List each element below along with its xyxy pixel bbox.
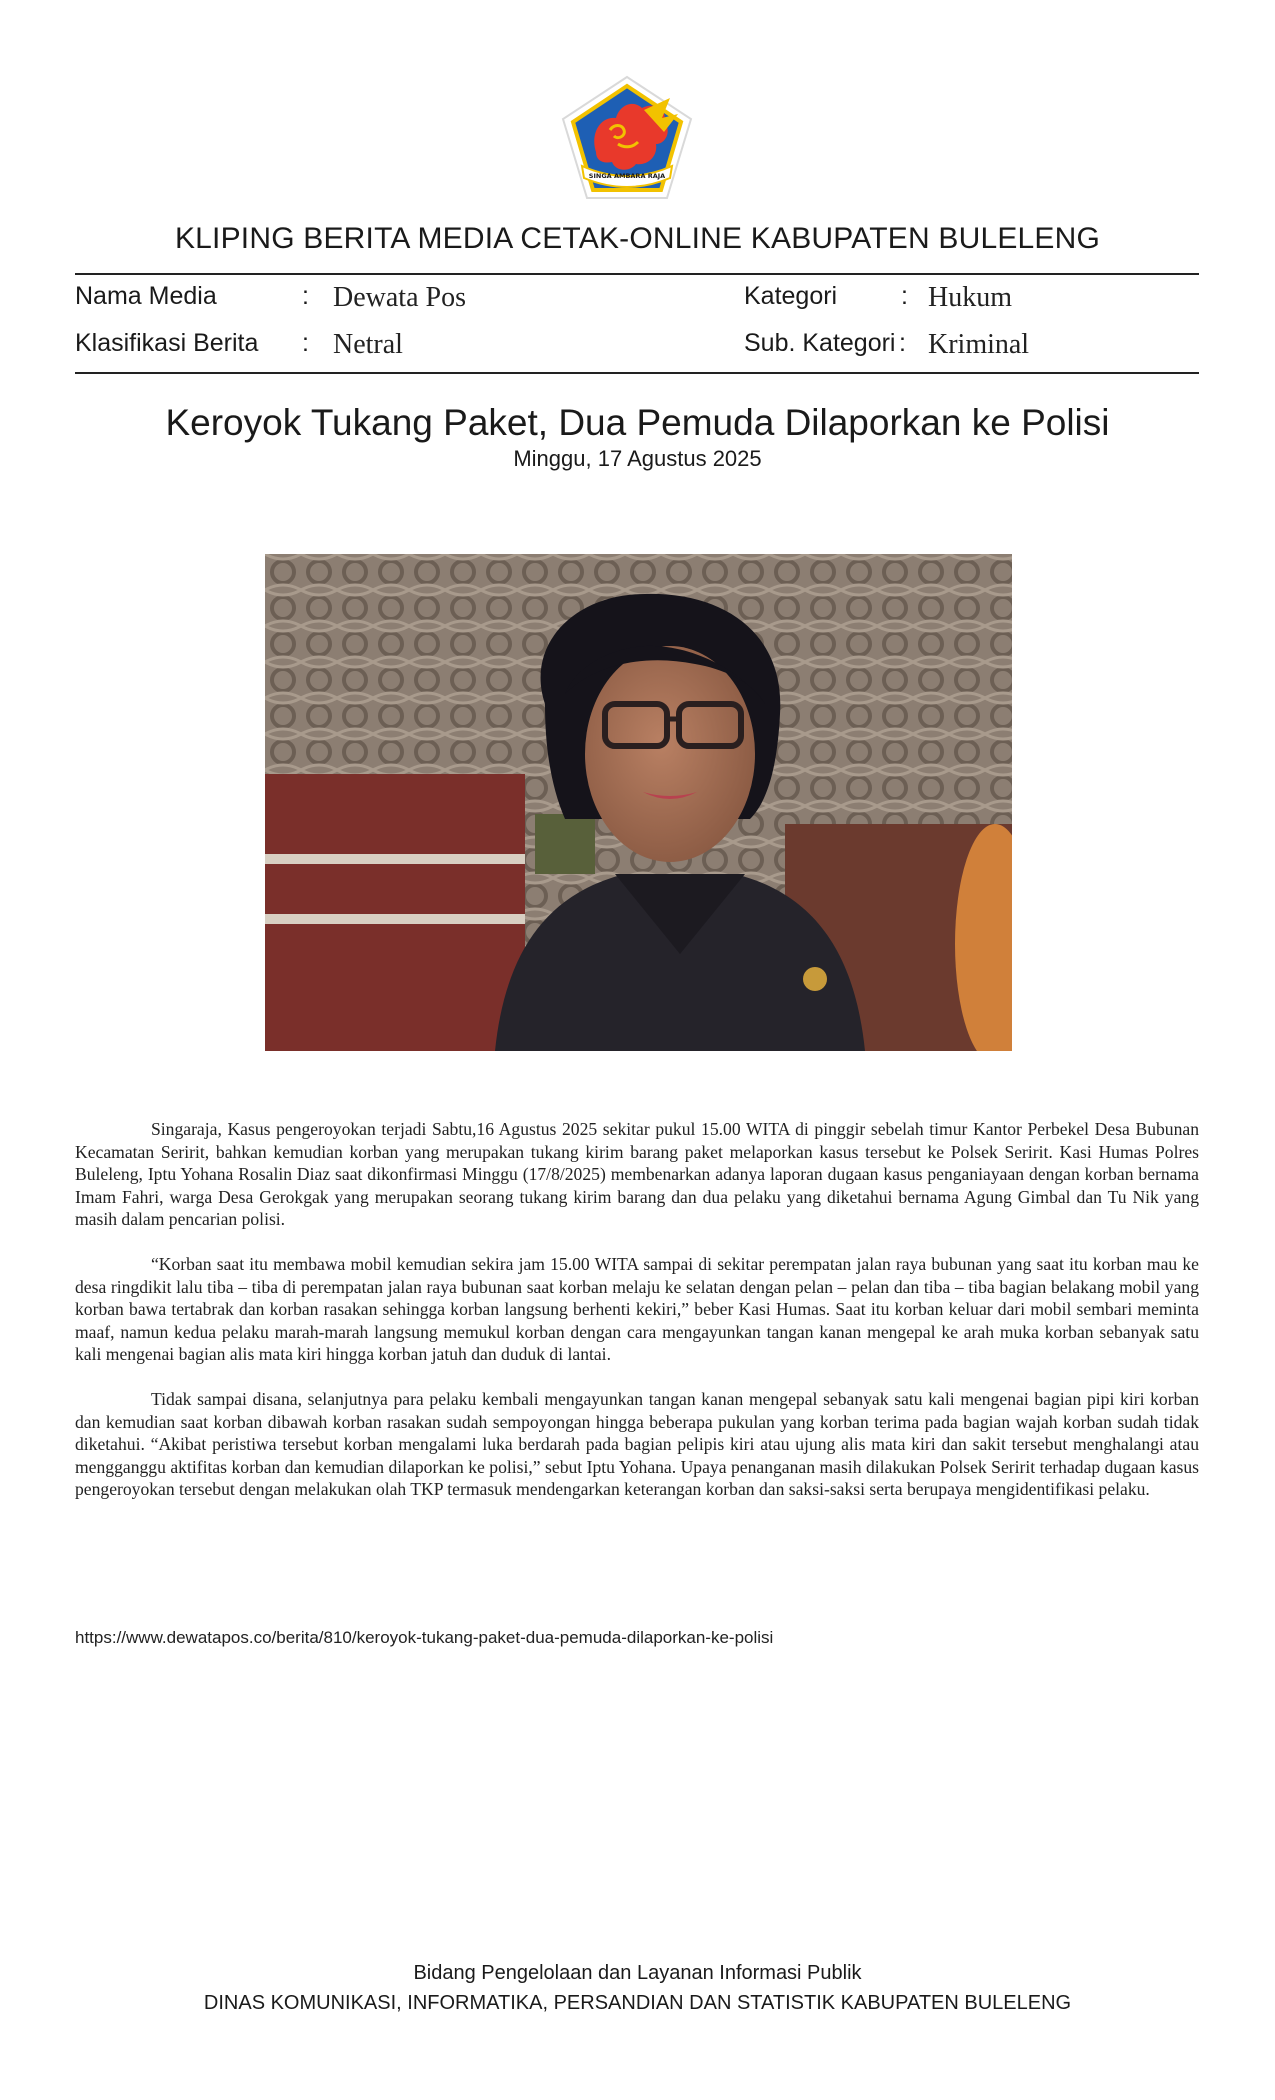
- media-name-value: Dewata Pos: [333, 282, 466, 313]
- clipping-header-title: KLIPING BERITA MEDIA CETAK-ONLINE KABUPATEN BULELENG: [174, 222, 1101, 255]
- classification-colon: :: [302, 329, 309, 357]
- source-url: https://www.dewatapos.co/berita/810/keroyok-tukang-paket-dua-pemuda-dilaporkan-ke-polisi: [75, 1628, 774, 1647]
- article-paragraph: Tidak sampai disana, selanjutnya para pelaku kembali mengayunkan tangan kanan mengepal sebanyak satu kali mengenai bagian pipi kiri korban dan kemudian saat korban dibawah korban rasakan sudah sempoyongan hingga beberapa pukulan yang korban terima pada bagian wajah korban sudah tidak diketahui. “Akibat peristiwa tersebut korban mengalami luka berdarah pada bagian pelipis kiri atau ujung alis mata kiri dan sakit tersebut menghalangi atau mengganggu aktifitas korban dan kemudian dilaporkan ke polisi,” sebut Iptu Yohana. Upaya penanganan masih dilakukan Polsek Seririt terhadap dugaan kasus pengeroyokan tersebut dengan melakukan olah TKP termasuk mendengarkan keterangan korban dan saksi-saksi serta berupaya mengidentifikasi pelaku.: [75, 1388, 1199, 1500]
- media-name-colon: :: [302, 282, 309, 310]
- category-value: Hukum: [928, 282, 1012, 313]
- footer-agency: DINAS KOMUNIKASI, INFORMATIKA, PERSANDIAN DAN STATISTIK KABUPATEN BULELENG: [203, 1992, 1072, 2014]
- footer-department: Bidang Pengelolaan dan Layanan Informasi Publik: [413, 1962, 862, 1984]
- subcategory-value: Kriminal: [928, 329, 1030, 360]
- category-colon: :: [901, 282, 908, 310]
- category-label: Kategori: [744, 282, 838, 310]
- subcategory-colon: :: [899, 329, 906, 357]
- header-divider-bottom: [75, 372, 1199, 374]
- article-photo: [265, 554, 1012, 1051]
- media-name-label: Nama Media: [75, 282, 217, 310]
- buleleng-regency-crest-icon: [560, 74, 694, 202]
- classification-value: Netral: [333, 329, 403, 360]
- article-date: Minggu, 17 Agustus 2025: [513, 446, 762, 471]
- article-body: [75, 1118, 1199, 1523]
- subcategory-label: Sub. Kategori: [744, 329, 896, 357]
- header-divider-top: [75, 273, 1199, 275]
- article-title: Keroyok Tukang Paket, Dua Pemuda Dilaporkan ke Polisi: [165, 402, 1110, 443]
- classification-label: Klasifikasi Berita: [75, 329, 259, 357]
- logo-motto: SINGA AMBARA RAJA: [588, 172, 666, 180]
- article-paragraph: “Korban saat itu membawa mobil kemudian sekira jam 15.00 WITA sampai di sekitar perempatan jalan raya bubunan yang saat itu korban mau ke desa ringdikit lalu tiba – tiba di perempatan jalan raya bubunan saat korban melaju ke selatan dengan pelan – pelan dan tiba – tiba bagian belakang mobil yang korban bawa tertabrak dan korban rasakan sehingga korban langsung berhenti kekiri,” beber Kasi Humas. Saat itu korban keluar dari mobil sembari meminta maaf, namun kedua pelaku marah-marah langsung memukul korban dengan cara mengayunkan tangan kanan mengepal ke arah muka korban sebanyak satu kali mengenai bagian alis mata kiri hingga korban jatuh dan duduk di lantai.: [75, 1253, 1199, 1365]
- article-paragraph: Singaraja, Kasus pengeroyokan terjadi Sabtu,16 Agustus 2025 sekitar pukul 15.00 WITA di pinggir sebelah timur Kantor Perbekel Desa Bubunan Kecamatan Seririt, bahkan kemudian korban yang merupakan tukang kirim barang paket melaporkan kasus tersebut ke Polsek Seririt. Kasi Humas Polres Buleleng, Iptu Yohana Rosalin Diaz saat dikonfirmasi Minggu (17/8/2025) membenarkan adanya laporan dugaan kasus penganiayaan dengan korban bernama Imam Fahri, warga Desa Gerokgak yang merupakan seorang tukang kirim barang dan dua pelaku yang diketahui bernama Agung Gimbal dan Tu Nik yang masih dalam pencarian polisi.: [75, 1119, 1199, 1230]
